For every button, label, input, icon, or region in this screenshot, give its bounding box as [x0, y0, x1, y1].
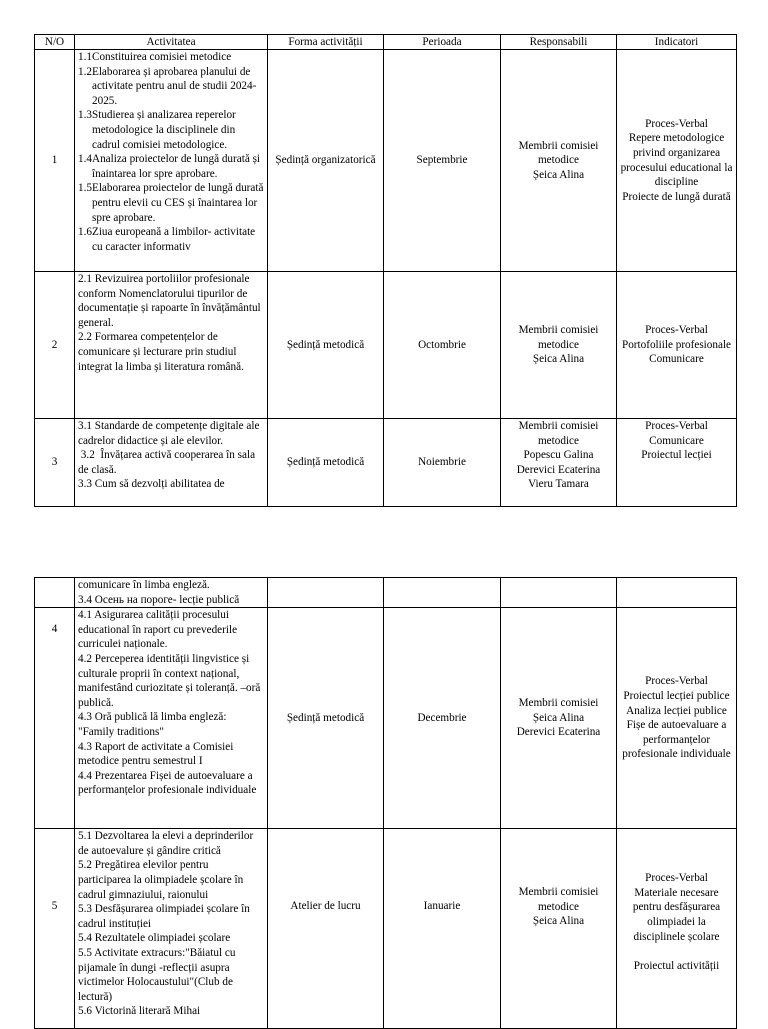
activity-cell — [75, 608, 268, 829]
form-cell: Ședință metodică — [268, 272, 384, 419]
form-cell: Ședință metodică — [268, 608, 384, 829]
indicator: Proces-Verbal — [645, 117, 708, 130]
header-indicators: Indicatori — [617, 35, 737, 50]
row-number: 5 — [35, 829, 75, 1029]
activity-item: 4.2 Perceperea identității lingvistice și culturale proprii în context național, manifestând curiozitate și toleranță. –oră publică. — [78, 652, 261, 709]
indicator: Fișe de autoevaluare a performanțelor profesionale individuale — [622, 719, 731, 761]
activity-plan-table-part-2 — [34, 577, 737, 1029]
indicator: Proces-Verbal — [645, 420, 708, 432]
responsible-name: Șeica Alina — [532, 353, 585, 366]
period-cell — [384, 578, 501, 608]
responsible-name: Popescu Galina — [523, 449, 594, 462]
activity-item: 4.4 Prezentarea Fișei de autoevaluare a performanțelor profesionale individuale — [78, 769, 257, 797]
responsible-name: Derevici Ecaterina — [516, 463, 601, 476]
header-activity: Activitatea — [75, 35, 268, 50]
activity-item: 2.1 Revizuirea portoliilor profesionale conform Nomenclatorului tipurilor de documentație și rapoarte în învățământul general. — [78, 273, 261, 329]
table-row — [35, 272, 737, 419]
activity-item: 1.2Elaborarea și aprobarea planului de activitate pentru anul de studii 2024-2025. — [78, 65, 257, 107]
activity-item: 5.4 Rezultatele olimpiadei școlare — [78, 932, 231, 945]
indicator: Proiectul activității — [633, 959, 720, 972]
responsible-name: Membrii comisiei metodice — [518, 886, 599, 913]
responsible-cell — [501, 419, 617, 507]
activity-item: 5.3 Desfășurarea olimpiadei școlare în cadrul instituției — [78, 903, 250, 930]
indicator: Proces-Verbal — [645, 675, 708, 688]
indicators-cell — [617, 50, 737, 272]
activity-item: 4.3 Oră publică lă limba engleză: "Family traditions" — [78, 711, 227, 738]
activity-item: comunicare în limba engleză. — [78, 579, 210, 591]
activity-item: 2.2 Formarea competențelor de comunicare și lecturare prin studiul integrat la limba și literatura română. — [78, 331, 244, 373]
activity-item: 4.1 Asigurarea calității procesului educational în raport cu prevederile curriculei naționale. — [78, 609, 238, 651]
activity-item: 3.3 Cum să dezvolți abilitatea de — [78, 478, 225, 491]
activity-item: 5.2 Pregătirea elevilor pentru participarea la olimpiadele școlare în cadrul gimnaziului, raionului — [78, 859, 244, 901]
activity-item: 5.6 Victorină literară Mihai — [78, 1005, 201, 1018]
indicator: Proces-Verbal — [645, 324, 708, 337]
table-row — [35, 419, 737, 507]
responsible-cell — [501, 608, 617, 829]
activity-item: 3.2 Învățarea activă cooperarea în sala de clasă. — [78, 449, 258, 476]
activity-item: 1.1Constituirea comisiei metodice — [78, 51, 232, 63]
period-cell: Septembrie — [384, 50, 501, 272]
responsible-name: Membrii comisiei — [518, 697, 599, 710]
table-row — [35, 829, 737, 1029]
row-number: 3 — [35, 419, 75, 507]
responsible-name: Vieru Tamara — [528, 478, 589, 491]
activity-cell — [75, 50, 268, 272]
responsible-cell — [501, 272, 617, 419]
table-row — [35, 50, 737, 272]
header-form: Forma activității — [268, 35, 384, 50]
period-cell: Decembrie — [384, 608, 501, 829]
header-period: Perioada — [384, 35, 501, 50]
header-responsible: Responsabili — [501, 35, 617, 50]
table-row-continuation — [35, 578, 737, 608]
activity-cell — [75, 829, 268, 1029]
responsible-name: Membrii comisiei metodice — [518, 139, 599, 167]
form-cell: Ședință organizatorică — [268, 50, 384, 272]
row-number: 2 — [35, 272, 75, 419]
indicator: Proiectul lecției — [641, 449, 712, 462]
indicator: Comunicare — [649, 434, 704, 447]
indicators-cell — [617, 578, 737, 608]
indicator: Proiecte de lungă durată — [622, 190, 731, 203]
activity-plan-table-part-1 — [34, 34, 737, 507]
header-no: N/O — [35, 35, 75, 50]
form-cell — [268, 578, 384, 608]
indicator: Materiale necesare pentru desfășurarea olimpiadei la disciplinele școlare — [632, 886, 721, 943]
responsible-name: Șeica Alina — [532, 915, 585, 928]
activity-item: 4.3 Raport de activitate a Comisiei metodice pentru semestrul I — [78, 740, 234, 768]
activity-item: 1.5Elaborarea proiectelor de lungă durată pentru elevii cu CES și înaintarea lor spre aprobare. — [78, 182, 264, 224]
period-cell: Noiembrie — [384, 419, 501, 507]
row-number-empty — [35, 578, 75, 608]
activity-cell — [75, 419, 268, 507]
indicator: Proiectul lecției publice — [623, 690, 730, 702]
responsible-name: Derevici Ecaterina — [516, 726, 601, 739]
activity-item: 5.1 Dezvoltarea la elevi a deprinderilor de autoevalure și gândire critică — [78, 830, 254, 857]
activity-item: 1.3Studierea și analizarea reperelor metodologice la disciplinele din cadrul comisiei metodologice. — [78, 109, 236, 151]
form-cell: Atelier de lucru — [268, 829, 384, 1029]
activity-item: 5.5 Activitate extracurs:"Băiatul cu pijamale în dungi -reflecții asupra victimelor Holocaustului"(Club de lectură) — [78, 946, 236, 1003]
activity-cell — [75, 578, 268, 608]
form-cell: Ședință metodică — [268, 419, 384, 507]
activity-item: 1.4Analiza proiectelor de lungă durată și înaintarea lor spre aprobare. — [78, 153, 261, 180]
indicator: Analiza lecției publice — [626, 704, 727, 717]
row-number: 4 — [35, 608, 75, 829]
responsible-name: Membrii comisiei metodice — [518, 324, 599, 351]
indicator: Proces-Verbal — [645, 872, 708, 885]
responsible-cell — [501, 829, 617, 1029]
responsible-cell — [501, 578, 617, 608]
period-cell: Ianuarie — [384, 829, 501, 1029]
indicators-cell — [617, 608, 737, 829]
indicator: Comunicare — [649, 353, 704, 366]
indicator: Repere metodologice privind organizarea procesului educational la discipline — [620, 132, 733, 189]
indicator: Portofoliile profesionale — [621, 338, 732, 351]
responsible-name: Șeica Alina — [532, 168, 585, 181]
activity-item: 3.4 Осень на пороге- lecție publică — [78, 593, 240, 606]
indicator — [620, 944, 733, 959]
activity-cell — [75, 272, 268, 419]
indicators-cell — [617, 829, 737, 1029]
period-cell: Octombrie — [384, 272, 501, 419]
row-number: 1 — [35, 50, 75, 272]
indicators-cell — [617, 272, 737, 419]
responsible-cell — [501, 50, 617, 272]
indicators-cell — [617, 419, 737, 507]
table-header-row — [35, 35, 737, 50]
activity-item: 3.1 Standarde de competențe digitale ale cadrelor didactice și ale elevilor. — [78, 420, 260, 447]
table-row — [35, 608, 737, 829]
responsible-name: Șeica Alina — [532, 711, 585, 724]
activity-item: 1.6Ziua europeană a limbilor- activitate cu caracter informativ — [78, 226, 256, 253]
responsible-name: Membrii comisiei metodice — [518, 420, 599, 447]
